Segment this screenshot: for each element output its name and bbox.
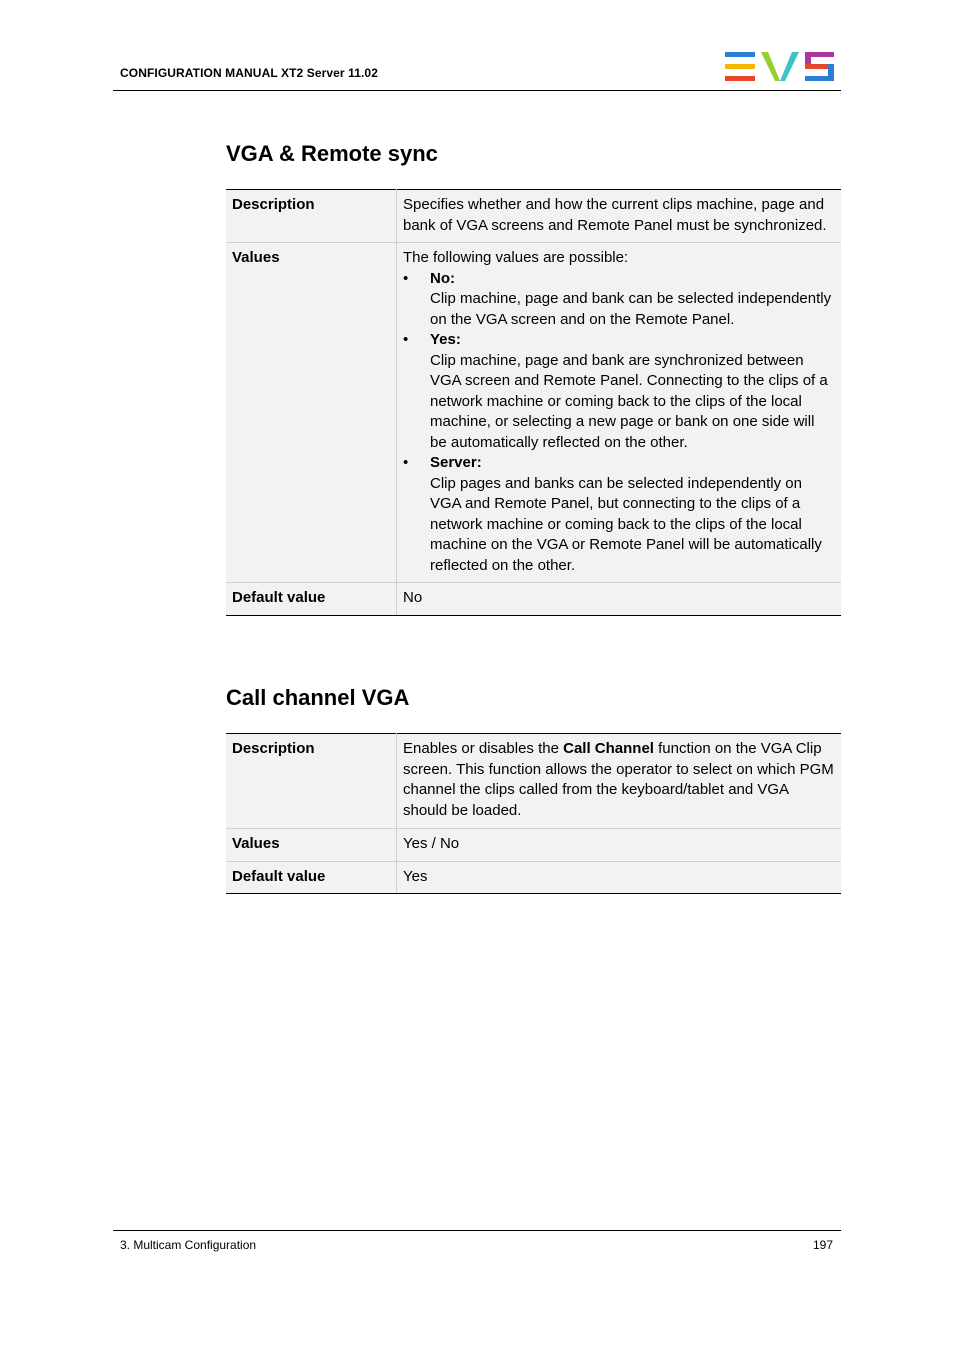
logo-v-left-stroke (761, 52, 780, 81)
row-label: Description (226, 190, 397, 243)
document-header-title: CONFIGURATION MANUAL XT2 Server 11.02 (120, 66, 378, 80)
logo-v-right-stroke (780, 52, 799, 81)
vga-remote-sync-table (226, 189, 841, 616)
option-text: Clip machine, page and bank are synchronized between VGA screen and Remote Panel. Connecting to the clips of a network machine or coming back to the clips of the local machine, or selecting a new page or bank on one side will be automatically reflected on the other. (430, 351, 828, 451)
bullet: • (403, 454, 409, 471)
values-intro: The following values are possible: (403, 249, 629, 266)
call-channel-vga-table (226, 733, 841, 894)
row-label: Description (226, 734, 397, 829)
logo-e-middle-bar (725, 64, 755, 69)
row-value: No (397, 583, 842, 616)
bullet: • (403, 269, 409, 287)
list-item (403, 453, 835, 576)
row-label: Values (226, 829, 397, 862)
table-row-default (226, 861, 841, 894)
option-text: Clip pages and banks can be selected independently on VGA and Remote Panel, but connecting to the clips of a network machine or coming back to the clips of the local machine on the VGA or Remote Panel will be automatically reflected on the other. (430, 474, 822, 574)
header-divider (113, 90, 841, 91)
table-row-description (226, 734, 841, 829)
footer-divider (113, 1230, 841, 1231)
option-text: Clip machine, page and bank can be selected independently on the VGA screen and on the Remote Panel. (430, 290, 832, 328)
table-row-description (226, 190, 841, 243)
section-heading-call-channel-vga: Call channel VGA (226, 685, 410, 710)
row-value: Yes (397, 861, 842, 894)
table-row-values (226, 829, 841, 862)
table-row-values (226, 243, 841, 583)
list-item (403, 330, 835, 453)
list-item (403, 269, 835, 331)
description-text-bold: Call Channel (563, 740, 654, 757)
page-number: 197 (812, 1238, 833, 1252)
row-value: Yes / No (397, 829, 842, 862)
logo-s-bottom (805, 76, 834, 81)
table-row-default (226, 583, 841, 616)
bullet: • (403, 331, 409, 348)
description-text-before: Enables or disables the (403, 740, 564, 757)
row-value (397, 734, 842, 829)
row-value: Specifies whether and how the current clips machine, page and bank of VGA screens and Remote Panel must be synchronized. (397, 190, 842, 243)
logo-e-bottom-bar (725, 76, 755, 81)
description-text-after: function on the VGA Clip screen. This function allows the operator to select on which PGM channel the clips called from the keyboard/tablet and VGA should be loaded. (403, 740, 834, 819)
option-name: Server: (430, 454, 482, 471)
row-label: Values (226, 243, 397, 583)
values-list (403, 269, 835, 577)
row-label: Default value (226, 583, 397, 616)
footer-chapter: 3. Multicam Configuration (120, 1238, 257, 1252)
evs-logo (725, 52, 835, 82)
option-name: Yes: (430, 331, 461, 348)
option-name: No: (430, 269, 455, 287)
logo-e-top-bar (725, 52, 755, 57)
row-value (397, 243, 842, 583)
row-label: Default value (226, 861, 397, 894)
section-heading-vga-remote-sync: VGA & Remote sync (226, 141, 438, 166)
